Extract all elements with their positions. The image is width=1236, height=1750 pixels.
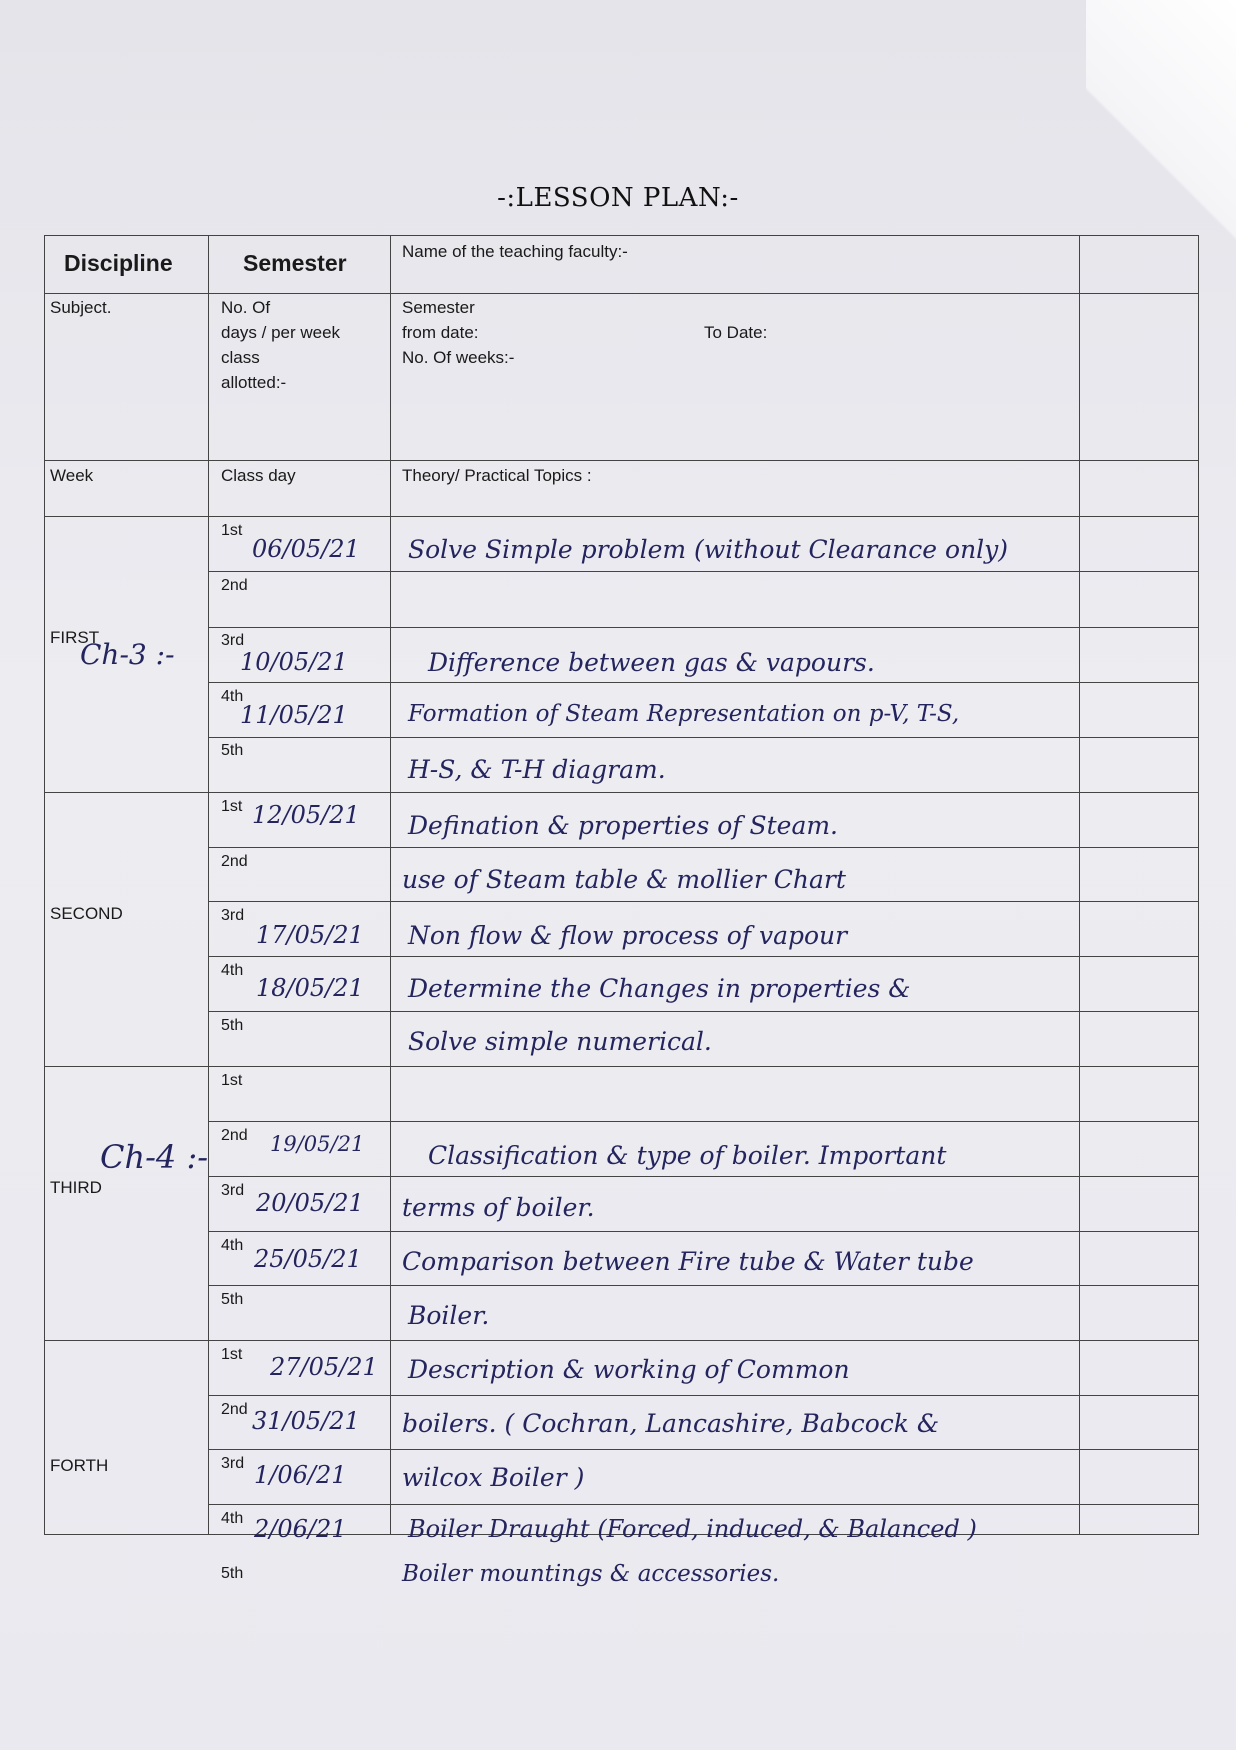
- row-divider: [44, 460, 1199, 461]
- class-day: 2nd: [221, 853, 248, 870]
- class-date: 1/06/21: [254, 1461, 347, 1489]
- day-divider: [208, 1011, 1199, 1012]
- row-divider: [44, 516, 1199, 517]
- day-divider: [208, 571, 1199, 572]
- topic-text: boilers. ( Cochran, Lancashire, Babcock &: [402, 1409, 940, 1438]
- class-date: 20/05/21: [256, 1189, 364, 1217]
- day-divider: [208, 682, 1199, 683]
- class-day: 2nd: [221, 577, 248, 594]
- class-day-column-header: Class day: [221, 466, 296, 485]
- class-date: 25/05/21: [254, 1245, 362, 1273]
- row-divider: [44, 235, 1199, 236]
- day-divider: [208, 627, 1199, 628]
- week-column-header: Week: [50, 466, 94, 485]
- day-divider: [208, 1504, 1199, 1505]
- class-day: 1st: [221, 798, 243, 815]
- row-divider: [44, 792, 1199, 793]
- week-name: FIRST: [50, 628, 100, 647]
- class-date: 12/05/21: [252, 801, 360, 829]
- class-day: 4th: [221, 1510, 244, 1527]
- class-date: 2/06/21: [254, 1515, 347, 1543]
- semester-header: Semester: [243, 250, 347, 276]
- semester-dates-label: Semester from date: No. Of weeks:-: [402, 298, 515, 367]
- page-title: -:LESSON PLAN:-: [497, 183, 739, 213]
- class-date: 17/05/21: [256, 921, 364, 949]
- day-divider: [208, 1176, 1199, 1177]
- topic-text: Boiler.: [408, 1301, 490, 1330]
- topic-text: Solve simple numerical.: [408, 1027, 712, 1056]
- day-divider: [208, 1231, 1199, 1232]
- week-name: SECOND: [50, 904, 123, 923]
- class-day: 3rd: [221, 1455, 245, 1472]
- topic-text: Comparison between Fire tube & Water tube: [402, 1247, 974, 1276]
- row-divider: [44, 293, 1199, 294]
- day-divider: [208, 901, 1199, 902]
- topic-text: Determine the Changes in properties &: [408, 974, 911, 1003]
- topic-text: Defination & properties of Steam.: [408, 811, 839, 840]
- to-date-label: To Date:: [704, 323, 768, 342]
- week-name: FORTH: [50, 1456, 109, 1475]
- class-day: 5th: [221, 1565, 244, 1582]
- day-divider: [208, 1285, 1199, 1286]
- row-divider: [44, 1066, 1199, 1067]
- class-day: 2nd: [221, 1127, 248, 1144]
- class-day: 3rd: [221, 632, 245, 649]
- class-date: 27/05/21: [270, 1353, 378, 1381]
- row-divider: [44, 1340, 1199, 1341]
- topic-text: Classification & type of boiler. Important: [428, 1141, 947, 1170]
- class-date: 19/05/21: [270, 1132, 365, 1156]
- day-divider: [208, 1121, 1199, 1122]
- discipline-header: Discipline: [64, 250, 173, 276]
- faculty-label: Name of the teaching faculty:-: [402, 242, 628, 261]
- topic-text: Non flow & flow process of vapour: [408, 921, 848, 950]
- class-date: 18/05/21: [256, 974, 364, 1002]
- topic-text: wilcox Boiler ): [402, 1463, 585, 1492]
- topic-text: Description & working of Common: [408, 1355, 850, 1384]
- days-per-week-label: No. Of days / per week class allotted:-: [221, 298, 341, 392]
- topic-text: terms of boiler.: [402, 1193, 595, 1222]
- day-divider: [208, 956, 1199, 957]
- day-divider: [208, 737, 1199, 738]
- topic-text: Solve Simple problem (without Clearance only): [408, 535, 1009, 564]
- class-date: 31/05/21: [252, 1407, 360, 1435]
- class-day: 5th: [221, 1291, 244, 1308]
- class-date: 10/05/21: [240, 648, 348, 676]
- subject-label: Subject.: [50, 298, 112, 317]
- class-day: 1st: [221, 1346, 243, 1363]
- week-name: THIRD: [50, 1178, 102, 1197]
- topic-text: use of Steam table & mollier Chart: [402, 865, 846, 894]
- day-divider: [208, 847, 1199, 848]
- class-day: 4th: [221, 688, 244, 705]
- chapter-note: Ch-3 :-: [80, 638, 175, 671]
- chapter-note: Ch-4 :-: [100, 1138, 209, 1176]
- topic-text: Boiler Draught (Forced, induced, & Balanced ): [408, 1515, 977, 1543]
- class-day: 5th: [221, 742, 244, 759]
- topic-text: Difference between gas & vapours.: [428, 648, 875, 677]
- day-divider: [208, 1449, 1199, 1450]
- class-day: 4th: [221, 1237, 244, 1254]
- day-divider: [208, 1395, 1199, 1396]
- class-day: 2nd: [221, 1401, 248, 1418]
- class-day: 1st: [221, 1072, 243, 1089]
- class-day: 3rd: [221, 1182, 245, 1199]
- class-date: 06/05/21: [252, 535, 360, 563]
- lesson-plan-table: [44, 235, 1199, 1587]
- class-day: 5th: [221, 1017, 244, 1034]
- class-day: 1st: [221, 522, 243, 539]
- class-day: 4th: [221, 962, 244, 979]
- class-date: 11/05/21: [240, 701, 348, 729]
- topic-text: Boiler mountings & accessories.: [402, 1561, 780, 1587]
- topics-column-header: Theory/ Practical Topics :: [402, 466, 592, 485]
- topic-text: H-S, & T-H diagram.: [408, 755, 666, 784]
- class-day: 3rd: [221, 907, 245, 924]
- topic-text: Formation of Steam Representation on p-V, T-S,: [408, 701, 960, 727]
